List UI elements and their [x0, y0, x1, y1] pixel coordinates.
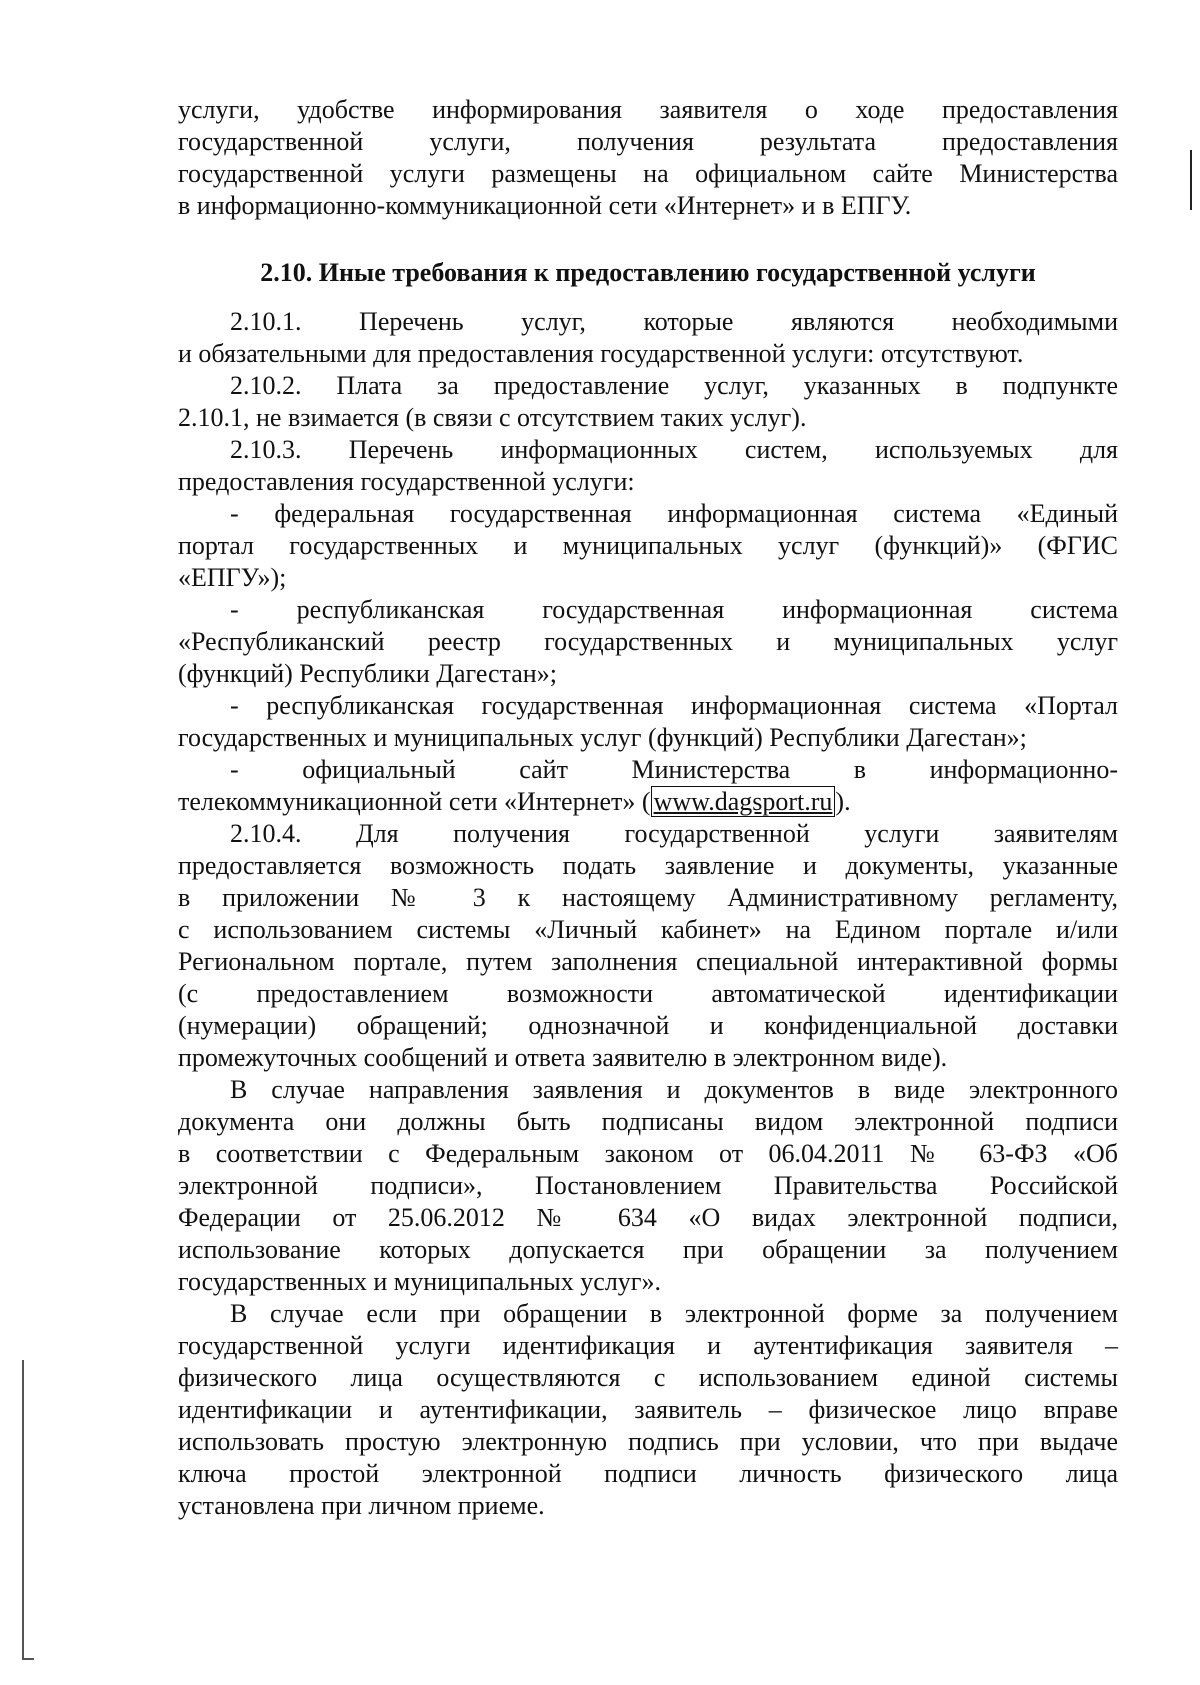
clause-2-10-2: 2.10.2. Плата за предоставление услуг, указанных в подпункте [230, 371, 1118, 400]
list-item-website: - официальный сайт Министерства в информационно- [230, 755, 1118, 784]
text-fragment: телекоммуникационной сети «Интернет» ( [178, 787, 651, 816]
text-fragment: ). [835, 787, 851, 816]
clause-2-10-4: 2.10.4. Для получения государственной услуги заявителям [230, 819, 1118, 848]
text-line: (нумерации) обращений; однозначной и конфиденциальной доставки [178, 1011, 1118, 1040]
text-line: (функций) Республики Дагестан»; [178, 659, 557, 688]
intro-paragraph [178, 94, 1118, 222]
text-line: государственных и муниципальных услуг». [178, 1267, 661, 1296]
text-line: Региональном портале, путем заполнения специальной интерактивной формы [178, 947, 1118, 976]
list-item-portal: - республиканская государственная информационная система «Портал [230, 691, 1118, 720]
text-line: 2.10.1, не взимается (в связи с отсутствием таких услуг). [178, 403, 807, 432]
text-line: портал государственных и муниципальных услуг (функций)» (ФГИС [178, 531, 1118, 560]
text-line: установлена при личном приеме. [178, 1491, 545, 1520]
text-line: услуги, удобстве информирования заявителя о ходе предоставления [178, 95, 1118, 124]
text-line [178, 786, 1118, 818]
text-line: промежуточных сообщений и ответа заявителю в электронном виде). [178, 1043, 948, 1072]
text-line: физического лица осуществляются с использованием единой системы [178, 1363, 1118, 1392]
text-line: государственных и муниципальных услуг (функций) Республики Дагестан»; [178, 723, 1027, 752]
text-line: в соответствии с Федеральным законом от 06.04.2011 № 63-ФЗ «Об [178, 1139, 1118, 1168]
text-line: с использованием системы «Личный кабинет» на Едином портале и/или [178, 915, 1118, 944]
text-line: в приложении № 3 к настоящему Административному регламенту, [178, 883, 1118, 912]
text-line: в информационно-коммуникационной сети «Интернет» и в ЕПГУ. [178, 191, 912, 220]
body-text [178, 306, 1118, 1522]
list-item-fgis: - федеральная государственная информационная система «Единый [230, 499, 1118, 528]
text-line: государственной услуги идентификация и аутентификация заявителя – [178, 1331, 1118, 1360]
paragraph-electronic-document: В случае направления заявления и документов в виде электронного [230, 1075, 1118, 1104]
list-item-registry: - республиканская государственная информационная система [230, 595, 1118, 624]
section-heading: 2.10. Иные требования к предоставлению государственной услуги [260, 258, 1036, 287]
text-line: электронной подписи», Постановлением Правительства Российской [178, 1171, 1118, 1200]
text-line: «Республиканский реестр государственных и муниципальных услуг [178, 627, 1118, 656]
text-line: документа они должны быть подписаны видом электронной подписи [178, 1107, 1118, 1136]
website-link[interactable]: www.dagsport.ru [651, 786, 836, 817]
text-line: Федерации от 25.06.2012 № 634 «О видах электронной подписи, [178, 1203, 1118, 1232]
text-line: предоставляется возможность подать заявление и документы, указанные [178, 851, 1118, 880]
text-line: государственной услуги размещены на официальном сайте Министерства [178, 159, 1118, 188]
text-line: идентификации и аутентификации, заявитель – физическое лицо вправе [178, 1395, 1118, 1424]
scan-mark-left-bottom [22, 1360, 24, 1660]
scan-mark-left-bottom-foot [22, 1658, 34, 1660]
text-line: использование которых допускается при обращении за получением [178, 1235, 1118, 1264]
text-line: предоставления государственной услуги: [178, 467, 635, 496]
text-line: использовать простую электронную подпись при условии, что при выдаче [178, 1427, 1118, 1456]
text-line: (с предоставлением возможности автоматической идентификации [178, 979, 1118, 1008]
text-line: ключа простой электронной подписи личность физического лица [178, 1459, 1118, 1488]
clause-2-10-3: 2.10.3. Перечень информационных систем, используемых для [230, 435, 1118, 464]
text-line: «ЕПГУ»); [178, 563, 287, 592]
paragraph-simple-signature: В случае если при обращении в электронной форме за получением [230, 1299, 1118, 1328]
clause-2-10-1: 2.10.1. Перечень услуг, которые являются необходимыми [230, 307, 1118, 336]
text-line: государственной услуги, получения результата предоставления [178, 127, 1118, 156]
text-line: и обязательными для предоставления государственной услуги: отсутствуют. [178, 339, 1024, 368]
scan-mark-right-top [1190, 150, 1192, 210]
